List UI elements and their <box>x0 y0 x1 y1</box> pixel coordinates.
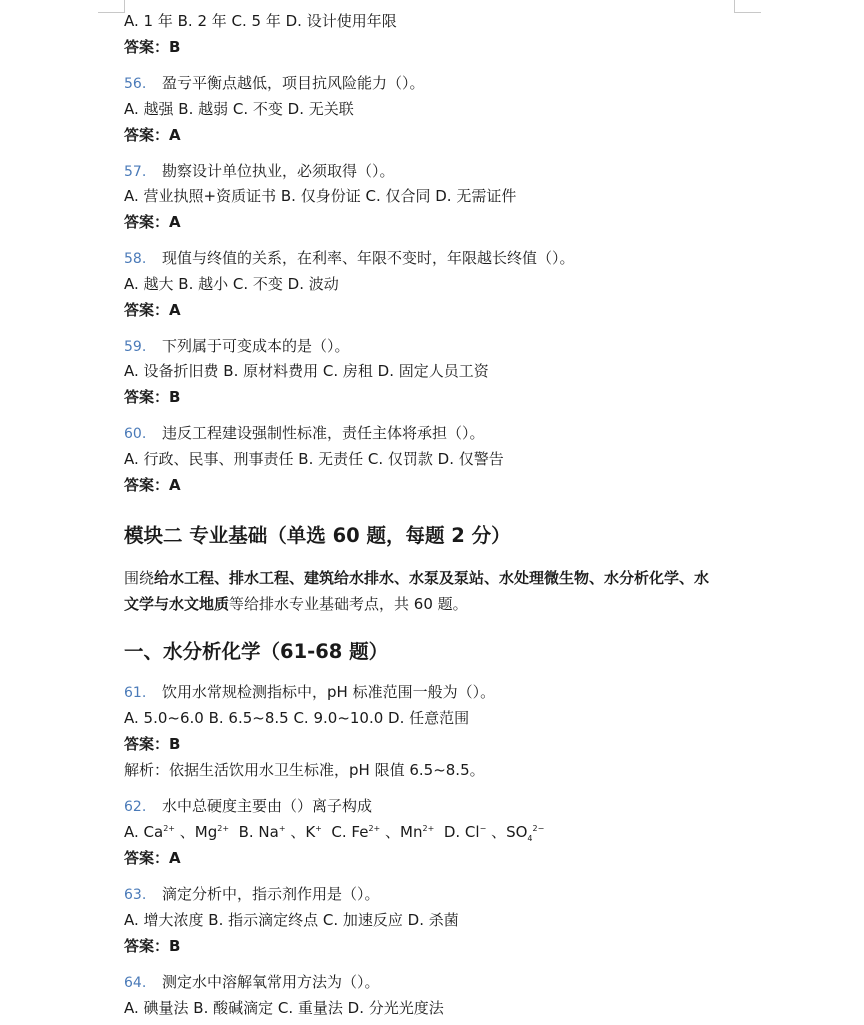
q61-text: 饮用水常规检测指标中，pH 标准范围一般为（）。 <box>162 683 496 701</box>
q59-question <box>124 335 350 358</box>
q62-text: 水中总硬度主要由（）离子构成 <box>162 797 373 815</box>
q62-question <box>124 795 372 818</box>
q59-answer: 答案：B <box>124 388 181 406</box>
intro-topics: 给水工程、排水工程、建筑给水排水、水泵及泵站、水处理微生物、水分析化学、水文学与水文地质 <box>124 569 710 613</box>
q60-question <box>124 422 485 445</box>
q59-number: 59. <box>124 339 147 355</box>
q62-b-ion2-charge: + <box>315 824 322 833</box>
q55-options: A. 1 年 B. 2 年 C. 5 年 D. 设计使用年限 <box>124 12 397 30</box>
q57-question <box>124 160 395 183</box>
q62-option-a: A. Ca <box>124 823 164 841</box>
q56-question <box>124 72 425 95</box>
section-heading: 一、水分析化学（61-68 题） <box>124 640 389 663</box>
q57-options: A. 营业执照+资质证书 B. 仅身份证 C. 仅合同 D. 无需证件 <box>124 187 517 205</box>
q61-question <box>124 681 495 704</box>
q64-text: 测定水中溶解氧常用方法为（）。 <box>162 973 380 991</box>
q58-text: 现值与终值的关系，在利率、年限不变时，年限越长终值（）。 <box>162 249 575 267</box>
q62-option-b: B. Na <box>238 823 279 841</box>
q62-options <box>124 821 544 843</box>
q64-question <box>124 971 380 994</box>
q60-options: A. 行政、民事、刑事责任 B. 无责任 C. 仅罚款 D. 仅警告 <box>124 450 504 468</box>
q62-c-charge: 2+ <box>368 824 381 833</box>
q61-options: A. 5.0~6.0 B. 6.5~8.5 C. 9.0~10.0 D. 任意范围 <box>124 709 470 727</box>
q62-d-charge: − <box>479 824 487 833</box>
q63-answer: 答案：B <box>124 937 181 955</box>
q61-number: 61. <box>124 685 147 701</box>
intro-suffix: 等给排水专业基础考点，共 60 题。 <box>229 595 468 613</box>
intro-prefix: 围绕 <box>124 569 155 587</box>
q55-answer: 答案：B <box>124 38 181 56</box>
q62-d-ion2: 、SO <box>491 823 528 841</box>
q57-number: 57. <box>124 164 147 180</box>
q59-text: 下列属于可变成本的是（）。 <box>162 337 350 355</box>
q62-option-c: C. Fe <box>331 823 369 841</box>
q62-number: 62. <box>124 799 147 815</box>
q64-number: 64. <box>124 975 147 991</box>
q58-number: 58. <box>124 251 147 267</box>
q60-answer: 答案：A <box>124 476 181 494</box>
q62-b-ion2: 、K <box>290 823 316 841</box>
q58-options: A. 越大 B. 越小 C. 不变 D. 波动 <box>124 275 339 293</box>
q62-a-charge: 2+ <box>163 824 175 833</box>
q59-options: A. 设备折旧费 B. 原材料费用 C. 房租 D. 固定人员工资 <box>124 362 489 380</box>
q62-d-ion2-charge: 2− <box>532 824 545 833</box>
q62-option-d: D. Cl <box>443 823 480 841</box>
q62-b-charge: + <box>278 824 286 833</box>
q60-text: 违反工程建设强制性标准，责任主体将承担（）。 <box>162 424 485 442</box>
q61-analysis: 解析：依据生活饮用水卫生标准，pH 限值 6.5~8.5。 <box>124 761 485 779</box>
q61-answer: 答案：B <box>124 735 181 753</box>
crop-mark-top-right <box>734 0 761 13</box>
module-intro <box>124 565 724 617</box>
q63-text: 滴定分析中，指示剂作用是（）。 <box>162 885 380 903</box>
q63-number: 63. <box>124 887 147 903</box>
q60-number: 60. <box>124 426 147 442</box>
q57-text: 勘察设计单位执业，必须取得（）。 <box>162 162 395 180</box>
q62-answer: 答案：A <box>124 849 181 867</box>
q64-options: A. 碘量法 B. 酸碱滴定 C. 重量法 D. 分光光度法 <box>124 999 444 1017</box>
q62-a-ion2-charge: 2+ <box>217 824 230 833</box>
q58-answer: 答案：A <box>124 301 181 319</box>
q58-question <box>124 247 575 270</box>
q62-c-ion2: 、Mn <box>385 823 423 841</box>
q56-options: A. 越强 B. 越弱 C. 不变 D. 无关联 <box>124 100 354 118</box>
q63-question <box>124 883 380 906</box>
q62-a-ion2: 、Mg <box>179 823 218 841</box>
q56-text: 盈亏平衡点越低，项目抗风险能力（）。 <box>162 74 425 92</box>
q63-options: A. 增大浓度 B. 指示滴定终点 C. 加速反应 D. 杀菌 <box>124 911 459 929</box>
q56-number: 56. <box>124 76 147 92</box>
module-heading: 模块二 专业基础（单选 60 题，每题 2 分） <box>124 524 511 547</box>
q62-d-ion2-subscript: 4 <box>527 834 533 843</box>
q62-c-ion2-charge: 2+ <box>422 824 435 833</box>
crop-mark-top-left <box>98 0 125 13</box>
q57-answer: 答案：A <box>124 213 181 231</box>
q56-answer: 答案：A <box>124 126 181 144</box>
